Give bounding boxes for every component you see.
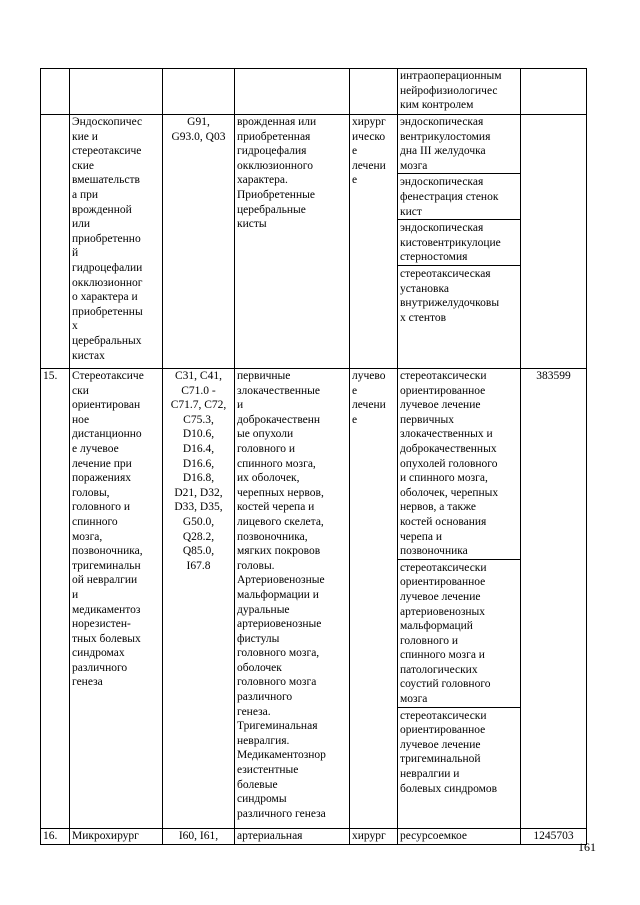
page-number: 161 (578, 840, 596, 854)
treatment-type: хирург (350, 829, 398, 845)
treatment-method: стереотаксически ориентированное лучевое лечение тригеминальной невралгии и болевых синдромов (398, 707, 520, 797)
treatment-method: стереотаксически ориентированное лучевое лечение артериовенозных мальформаций головного и спинного мозга и патологических соустий головного мозга (398, 559, 520, 707)
table-row (41, 69, 587, 115)
table-row (41, 829, 587, 845)
icd-codes: C31, C41, C71.0 - C71.7, C72, C75.3, D10.6, D16.4, D16.6, D16.8, D21, D32, D33, D35, G50.0, Q28.2, Q85.0, I67.8 (163, 369, 235, 829)
methods-cell (398, 829, 521, 845)
methods-cell (398, 369, 521, 829)
intervention-name: Микрохирург (70, 829, 163, 845)
treatment-method: стереотаксически ориентированное лучевое лечение первичных злокачественных и доброкачественных опухолей головного и спинного мозга, оболочек, черепных нервов, а также костей основания черепа и позвоночника (400, 370, 499, 558)
row-number (41, 69, 70, 115)
icd-codes: I60, I61, (163, 829, 235, 845)
diagnosis: артериальная (235, 829, 350, 845)
methods-cell (398, 69, 521, 115)
treatment-method: ресурсоемкое (400, 830, 467, 842)
row-number: 16. (41, 829, 70, 845)
treatment-method: эндоскопическая фенестрация стенок кист (398, 173, 520, 219)
treatment-method: стереотаксическая установка внутрижелудочковы х стентов (398, 265, 520, 325)
treatment-table (40, 68, 587, 845)
table-row (41, 115, 587, 369)
row-number (41, 115, 70, 369)
diagnosis: первичные злокачественные и доброкачественн ые опухоли головного и спинного мозга, их оболочек, черепных нервов, костей черепа и лицевого скелета, позвоночника, мягких покровов головы. Артериовенозные мальформации и дуральные артериовенозные фистулы головного мозга, оболочек головного мозга различного генеза. Тригеминальная невралгия. Медикаментознор езистентные болевые синдромы различного генеза (235, 369, 350, 829)
intervention-name: Стереотаксиче ски ориентирован ное дистанционно е лучевое лечение при поражениях головы, головного и спинного мозга, позвоночника, тригеминальн ой невралгии и медикаментоз норезистен- тных болевых синдромах различного генеза (70, 369, 163, 829)
treatment-type (350, 69, 398, 115)
price: 383599 (521, 369, 587, 829)
diagnosis (235, 69, 350, 115)
treatment-method: интраоперационным нейрофизиологичес ким контролем (400, 70, 502, 112)
treatment-method: эндоскопическая вентрикулостомия дна III желудочка мозга (400, 116, 491, 172)
intervention-name (70, 69, 163, 115)
row-number: 15. (41, 369, 70, 829)
treatment-method: эндоскопическая кистовентрикулоцие стерностомия (398, 219, 520, 265)
treatment-type: лучево е лечени е (350, 369, 398, 829)
treatment-type: хирург ическо е лечени е (350, 115, 398, 369)
intervention-name: Эндоскопичес кие и стереотаксиче ские вмешательств а при врожденной или приобретенно й гидроцефалии окклюзионног о характера и приобретенны х церебральных кистах (70, 115, 163, 369)
price (521, 69, 587, 115)
diagnosis: врожденная или приобретенная гидроцефалия окклюзионного характера. Приобретенные церебральные кисты (235, 115, 350, 369)
price (521, 115, 587, 369)
icd-codes (163, 69, 235, 115)
price: 1245703 (521, 829, 587, 845)
icd-codes: G91, G93.0, Q03 (163, 115, 235, 369)
methods-cell (398, 115, 521, 369)
table-row (41, 369, 587, 829)
